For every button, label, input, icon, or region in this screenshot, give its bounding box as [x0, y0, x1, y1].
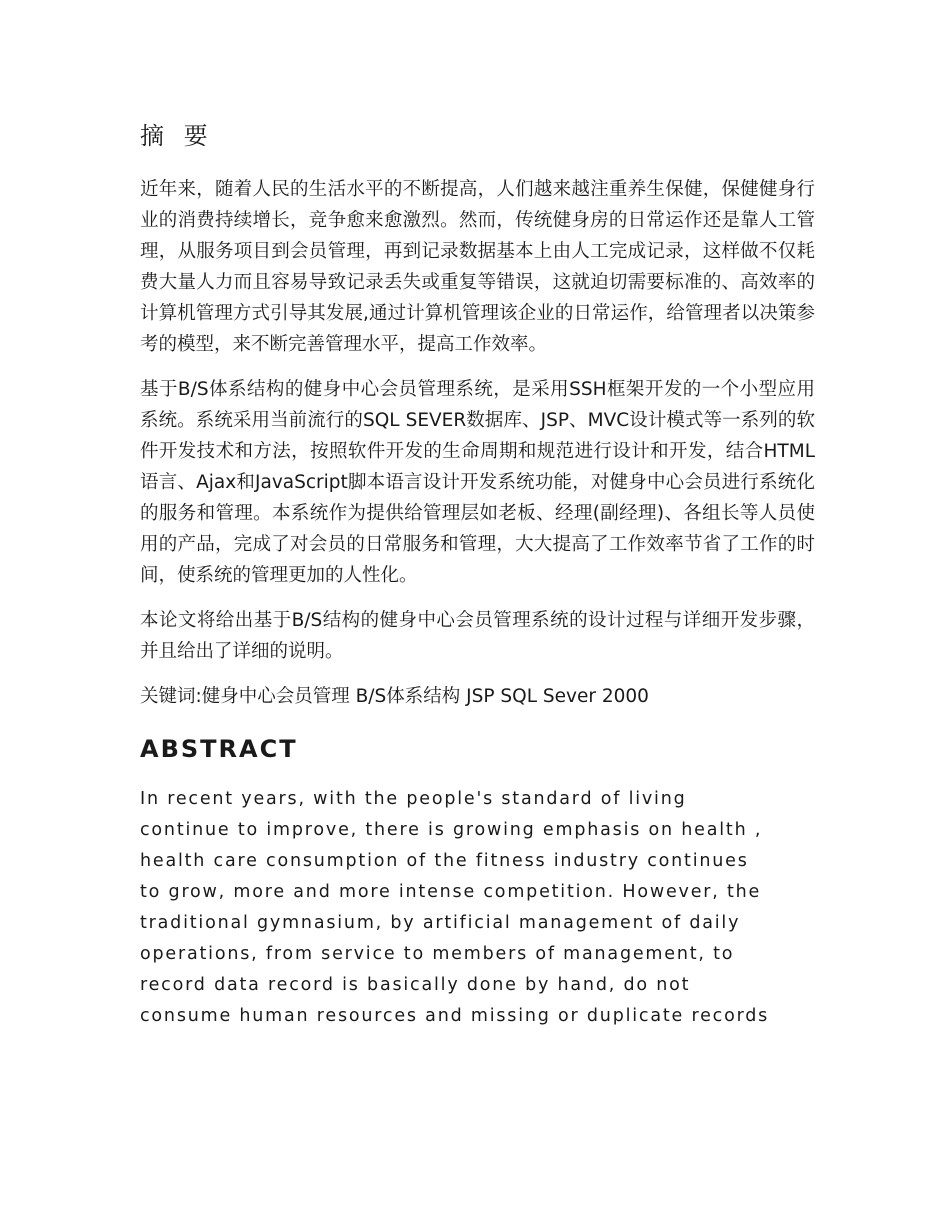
abstract-cn-paragraph-2: 基于B/S体系结构的健身中心会员管理系统，是采用SSH框架开发的一个小型应用系统。系统采用当前流行的SQL SEVER数据库、JSP、MVC设计模式等一系列的软件开发技术和方法，按照软件开发的生命周期和规范进行设计和开发，结合HTML语言、Ajax和JavaScript脚本语言设计开发系统功能，对健身中心会员进行系统化的服务和管理。本系统作为提供给管理层如老板、经理(副经理)、各组长等人员使用的产品，完成了对会员的日常服务和管理，大大提高了工作效率节省了工作的时间，使系统的管理更加的人性化。: [140, 379, 815, 586]
abstract-en-line: health care consumption of the fitness industry continues: [140, 851, 749, 871]
abstract-cn-title: 摘 要: [140, 122, 214, 150]
abstract-en-line: continue to improve, there is growing emphasis on health ,: [140, 820, 763, 840]
abstract-cn-keywords: 关键词:健身中心会员管理 B/S体系结构 JSP SQL Sever 2000: [140, 686, 649, 707]
abstract-cn-paragraph-3: 本论文将给出基于B/S结构的健身中心会员管理系统的设计过程与详细开发步骤，并且给出了详细的说明。: [140, 610, 815, 662]
abstract-en-paragraph: [140, 784, 815, 1032]
abstract-en-line: operations, from service to members of management, to: [140, 944, 735, 964]
document-page: [140, 118, 815, 1032]
abstract-en-line: traditional gymnasium, by artificial management of daily: [140, 913, 741, 933]
abstract-en-line: In recent years, with the people's standard of living: [140, 789, 687, 809]
abstract-en-line: record data record is basically done by hand, do not: [140, 975, 691, 995]
abstract-cn-paragraph-1: 近年来，随着人民的生活水平的不断提高，人们越来越注重养生保健，保健健身行业的消费持续增长，竞争愈来愈激烈。然而，传统健身房的日常运作还是靠人工管理，从服务项目到会员管理，再到记录数据基本上由人工完成记录，这样做不仅耗费大量人力而且容易导致记录丢失或重复等错误，这就迫切需要标准的、高效率的计算机管理方式引导其发展,通过计算机管理该企业的日常运作，给管理者以决策参考的模型，来不断完善管理水平，提高工作效率。: [140, 179, 815, 355]
abstract-en-line: consume human resources and missing or duplicate records: [140, 1006, 770, 1026]
abstract-en-line: to grow, more and more intense competition. However, the: [140, 882, 762, 902]
abstract-en-title: ABSTRACT: [140, 735, 298, 763]
